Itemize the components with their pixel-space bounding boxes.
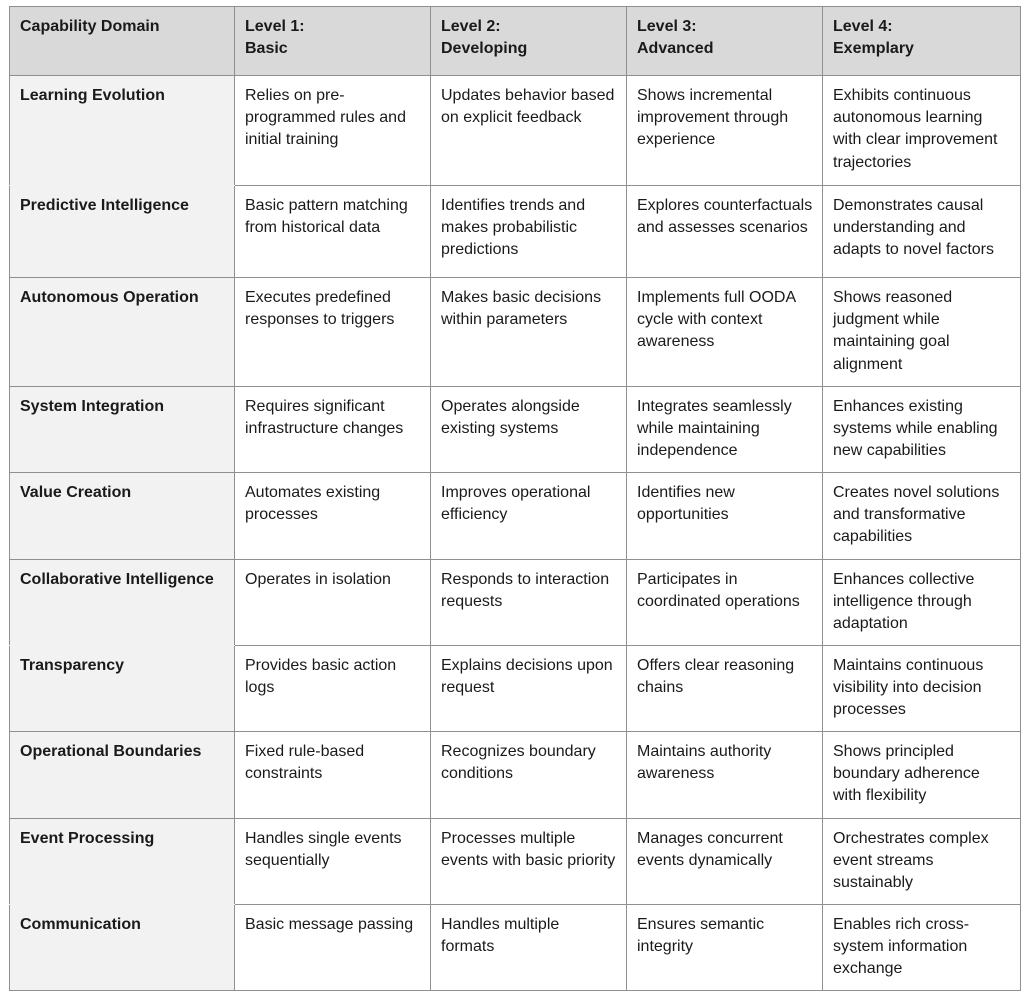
table-cell-level-1: Automates existing processes	[235, 473, 431, 560]
table-cell-level-2: Responds to interaction requests	[431, 560, 627, 646]
table-cell-level-4: Creates novel solutions and transformative capabilities	[823, 473, 1021, 560]
header-level-3-name: Advanced	[637, 40, 714, 58]
table-row	[10, 278, 1021, 387]
table-cell-level-2: Improves operational efficiency	[431, 473, 627, 560]
table-cell-level-1: Operates in isolation	[235, 560, 431, 646]
capability-maturity-table	[9, 6, 1021, 991]
header-level-4-name: Exemplary	[833, 40, 914, 58]
table-row	[10, 732, 1021, 819]
header-level-4	[823, 7, 1021, 76]
row-domain-label: Predictive Intelligence	[10, 186, 235, 278]
table-cell-level-3: Participates in coordinated operations	[627, 560, 823, 646]
table-cell-level-4: Maintains continuous visibility into decision processes	[823, 646, 1021, 732]
table-row	[10, 819, 1021, 905]
row-domain-label: Collaborative Intelligence	[10, 560, 235, 646]
header-capability-domain: Capability Domain	[10, 7, 235, 76]
table-cell-level-1: Requires significant infrastructure changes	[235, 387, 431, 473]
header-level-2	[431, 7, 627, 76]
table-cell-level-2: Handles multiple formats	[431, 905, 627, 991]
table-row	[10, 186, 1021, 278]
table-cell-level-4: Orchestrates complex event streams sustainably	[823, 819, 1021, 905]
table-cell-level-1: Executes predefined responses to triggers	[235, 278, 431, 387]
table-cell-level-1: Handles single events sequentially	[235, 819, 431, 905]
row-domain-label: Communication	[10, 905, 235, 991]
row-domain-label: Value Creation	[10, 473, 235, 560]
table-row	[10, 387, 1021, 473]
table-cell-level-4: Shows principled boundary adherence with flexibility	[823, 732, 1021, 819]
row-domain-label: Event Processing	[10, 819, 235, 905]
header-level-1-number: Level 1:	[245, 18, 305, 35]
table-row	[10, 646, 1021, 732]
table-cell-level-2: Identifies trends and makes probabilistic predictions	[431, 186, 627, 278]
header-level-2-number: Level 2:	[441, 18, 501, 35]
table-cell-level-2: Updates behavior based on explicit feedback	[431, 76, 627, 186]
table-cell-level-1: Fixed rule-based constraints	[235, 732, 431, 819]
table-cell-level-3: Manages concurrent events dynamically	[627, 819, 823, 905]
table-cell-level-3: Integrates seamlessly while maintaining independence	[627, 387, 823, 473]
table-cell-level-4: Demonstrates causal understanding and adapts to novel factors	[823, 186, 1021, 278]
table-cell-level-1: Provides basic action logs	[235, 646, 431, 732]
capability-maturity-table-container	[9, 6, 1021, 991]
row-domain-label: System Integration	[10, 387, 235, 473]
table-body	[10, 76, 1021, 991]
header-level-3	[627, 7, 823, 76]
table-cell-level-3: Offers clear reasoning chains	[627, 646, 823, 732]
table-cell-level-3: Shows incremental improvement through experience	[627, 76, 823, 186]
table-cell-level-2: Recognizes boundary conditions	[431, 732, 627, 819]
header-level-2-name: Developing	[441, 40, 528, 58]
table-cell-level-2: Makes basic decisions within parameters	[431, 278, 627, 387]
header-level-4-number: Level 4:	[833, 18, 893, 35]
table-cell-level-2: Explains decisions upon request	[431, 646, 627, 732]
table-cell-level-4: Enables rich cross-system information exchange	[823, 905, 1021, 991]
row-domain-label: Transparency	[10, 646, 235, 732]
table-cell-level-4: Exhibits continuous autonomous learning with clear improvement trajectories	[823, 76, 1021, 186]
table-cell-level-3: Ensures semantic integrity	[627, 905, 823, 991]
table-row	[10, 560, 1021, 646]
table-cell-level-1: Relies on pre-programmed rules and initial training	[235, 76, 431, 186]
table-row	[10, 76, 1021, 186]
table-cell-level-4: Enhances existing systems while enabling new capabilities	[823, 387, 1021, 473]
table-cell-level-3: Explores counterfactuals and assesses scenarios	[627, 186, 823, 278]
table-cell-level-1: Basic pattern matching from historical data	[235, 186, 431, 278]
row-domain-label: Learning Evolution	[10, 76, 235, 186]
table-row	[10, 473, 1021, 560]
header-level-3-number: Level 3:	[637, 18, 697, 35]
table-cell-level-4: Enhances collective intelligence through adaptation	[823, 560, 1021, 646]
row-domain-label: Operational Boundaries	[10, 732, 235, 819]
row-domain-label: Autonomous Operation	[10, 278, 235, 387]
header-row	[10, 7, 1021, 76]
table-cell-level-3: Implements full OODA cycle with context awareness	[627, 278, 823, 387]
table-row	[10, 905, 1021, 991]
table-cell-level-2: Processes multiple events with basic priority	[431, 819, 627, 905]
header-level-1-name: Basic	[245, 40, 288, 58]
table-cell-level-2: Operates alongside existing systems	[431, 387, 627, 473]
table-cell-level-1: Basic message passing	[235, 905, 431, 991]
table-cell-level-3: Identifies new opportunities	[627, 473, 823, 560]
table-cell-level-4: Shows reasoned judgment while maintaining goal alignment	[823, 278, 1021, 387]
table-cell-level-3: Maintains authority awareness	[627, 732, 823, 819]
header-level-1	[235, 7, 431, 76]
table-header	[10, 7, 1021, 76]
